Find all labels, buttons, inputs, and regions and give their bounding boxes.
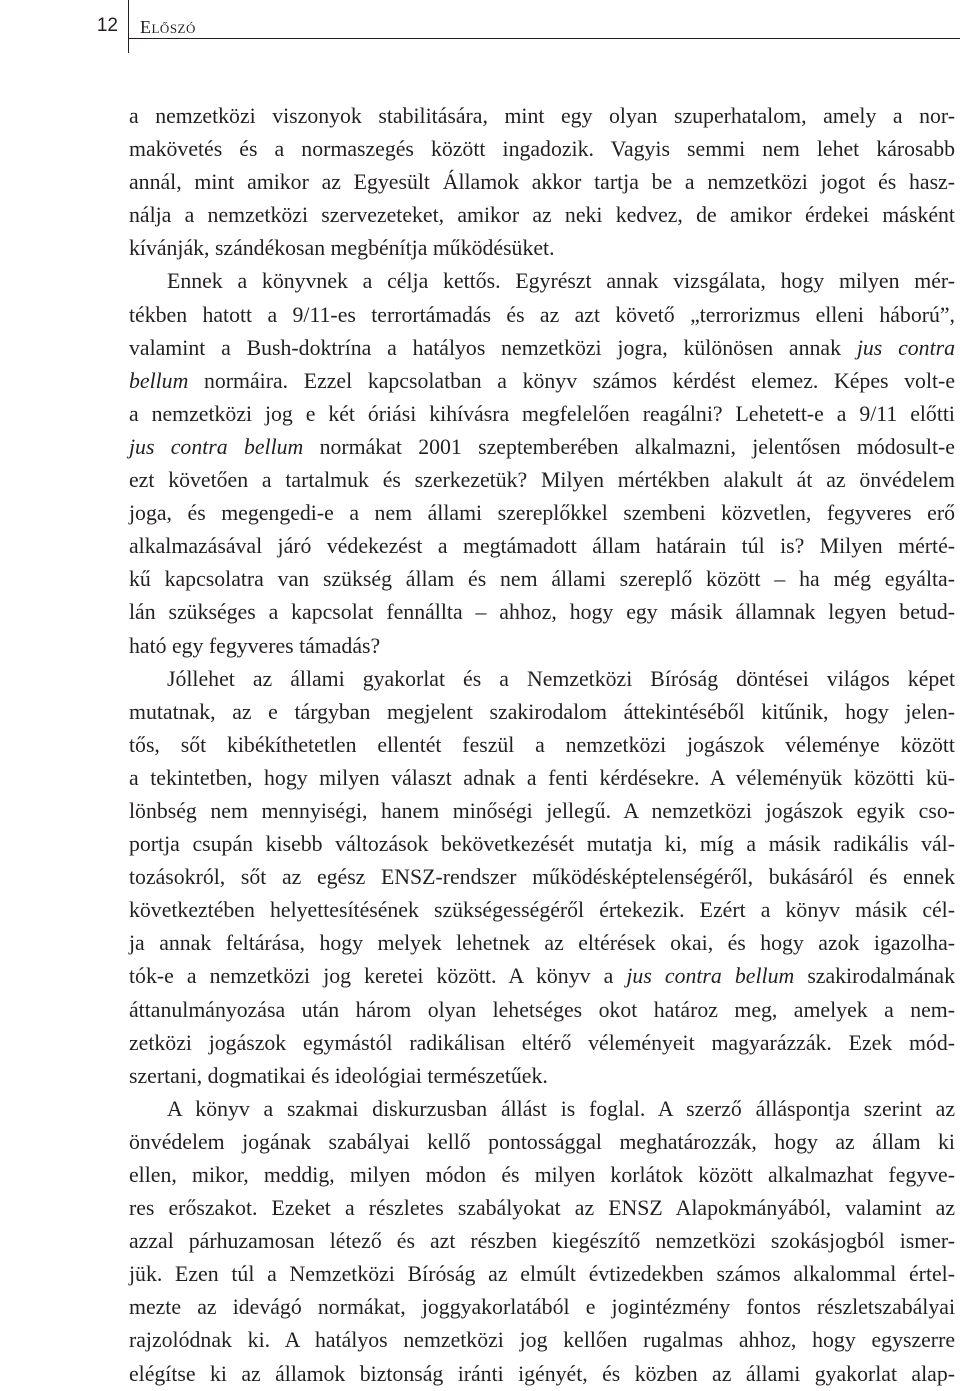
text-segment: tók-e a nemzetközi jog keretei között. A könyv a — [129, 964, 627, 989]
paragraph — [129, 100, 955, 265]
paragraph — [129, 265, 955, 662]
text-line — [129, 927, 955, 960]
text-line — [129, 464, 955, 497]
text-line — [129, 762, 955, 795]
text-line — [129, 232, 955, 265]
text-segment: szertani, dogmatikai és ideológiai természetűek. — [129, 1063, 548, 1088]
text-segment: zetközi jogászok egymástól radikálisan eltérő véleményeit magyarázzák. Ezek mód- — [129, 1030, 955, 1055]
text-line — [129, 828, 955, 861]
text-line — [129, 166, 955, 199]
italic-text: bellum — [129, 368, 189, 393]
text-segment: a nemzetközi viszonyok stabilitására, mint egy olyan szuperhatalom, amely a nor- — [129, 104, 955, 128]
text-line — [129, 1324, 955, 1357]
text-line — [129, 265, 955, 298]
text-segment: szakirodalmának — [794, 964, 955, 989]
text-line — [129, 960, 955, 993]
text-segment: annál, mint amikor az Egyesült Államok akkor tartja be a nemzetközi jogot és hasz- — [129, 170, 955, 195]
text-line — [129, 530, 955, 563]
text-line — [129, 398, 955, 431]
text-line — [129, 729, 955, 762]
text-line — [129, 861, 955, 894]
text-segment: portja csupán kisebb változások bekövetkezését mutatja ki, míg a másik radikális vál- — [129, 832, 955, 857]
italic-text: jus contra bellum — [626, 964, 795, 989]
text-segment: jük. Ezen túl a Nemzetközi Bíróság az elmúlt évtizedekben számos alkalommal értel- — [129, 1262, 955, 1287]
text-segment: rajzolódnak ki. A hatályos nemzetközi jog kellően rugalmas ahhoz, hogy egyszerre — [129, 1328, 955, 1353]
text-line — [129, 133, 955, 166]
text-line — [129, 100, 955, 133]
text-segment: ja annak feltárása, hogy melyek lehetnek az eltérések okai, és hogy azok igazolha- — [129, 931, 955, 956]
text-segment: A könyv a szakmai diskurzusban állást is foglal. A szerző álláspontja szerint az — [167, 1096, 955, 1121]
text-line — [129, 431, 955, 464]
text-segment: elégítse ki az államok biztonság iránti igényét, és közben az állami gyakorlat alap- — [129, 1361, 955, 1386]
text-segment: normákat 2001 szeptemberében alkalmazni, jelentősen módosult-e — [303, 434, 955, 459]
text-line — [129, 630, 955, 663]
text-segment: ellen, mikor, meddig, milyen módon és milyen korlátok között alkalmazhat fegyve- — [129, 1163, 955, 1187]
text-segment: res erőszakot. Ezeket a részletes szabályokat az ENSZ Alapokmányából, valamint az — [129, 1196, 955, 1221]
text-line — [129, 563, 955, 596]
text-segment: Jóllehet az állami gyakorlat és a Nemzetközi Bíróság döntései világos képet — [167, 666, 955, 691]
text-segment: azzal párhuzamosan létező és azt részben kiegészítő nemzetközi szokásjogból ismer- — [129, 1229, 955, 1254]
italic-text: jus contra bellum — [129, 434, 304, 459]
text-line — [129, 1126, 955, 1159]
text-line — [129, 1225, 955, 1258]
text-line — [129, 299, 955, 332]
text-segment: Ennek a könyvnek a célja kettős. Egyrészt annak vizsgálata, hogy milyen mér- — [167, 269, 955, 294]
text-segment: kű kapcsolatra van szükség állam és nem állami szereplő között – ha még egyálta- — [129, 567, 955, 592]
text-segment: ezt követően a tartalmuk és szerkezetük? Milyen mértékben alakult át az önvédelem — [129, 468, 955, 493]
text-line — [129, 1291, 955, 1324]
text-segment: valamint a Bush-doktrína a hatályos nemzetközi jogra, különösen annak — [129, 335, 857, 360]
text-line — [129, 596, 955, 629]
text-line — [129, 1159, 955, 1192]
text-line — [129, 497, 955, 530]
text-segment: következtében helyettesítésének szükségességéről értekezik. Ezért a könyv másik cél- — [129, 898, 955, 923]
text-line — [129, 1060, 955, 1093]
text-segment: mutatnak, az e tárgyban megjelent szakirodalom áttekintéséből kitűnik, hogy jelen- — [129, 699, 955, 724]
page-number: 12 — [96, 15, 118, 36]
text-line — [129, 1027, 955, 1060]
text-segment: joga, és megengedi-e a nem állami szereplőkkel szembeni közvetlen, fegyveres erő — [129, 501, 955, 526]
text-segment: lán szükséges a kapcsolat fennállta – ahhoz, hogy egy másik államnak legyen betud- — [129, 600, 955, 625]
text-segment: normáira. Ezzel kapcsolatban a könyv számos kérdést elemez. Képes volt-e — [188, 368, 955, 393]
text-segment: tékben hatott a 9/11-es terrortámadás és az azt követő „terrorizmus elleni háború”, — [129, 302, 955, 327]
paragraph — [129, 663, 955, 1093]
text-segment: makövetés és a normaszegés között ingadozik. Vagyis semmi nem lehet károsabb — [129, 137, 955, 162]
paragraph — [129, 1093, 955, 1391]
text-segment: mezte az idevágó normákat, joggyakorlatából e jogintézmény fontos részletszabályai — [129, 1295, 955, 1320]
italic-text: jus contra — [856, 335, 956, 360]
header-horizontal-rule — [128, 38, 960, 39]
text-line — [129, 894, 955, 927]
text-line — [129, 1192, 955, 1225]
text-line — [129, 1258, 955, 1291]
text-line — [129, 365, 955, 398]
text-line — [129, 696, 955, 729]
text-line — [129, 1358, 955, 1391]
header-vertical-rule — [128, 0, 129, 53]
text-segment: tős, sőt kibékíthetetlen ellentét feszül a nemzetközi jogászok véleménye között — [129, 732, 955, 757]
text-line — [129, 663, 955, 696]
text-segment: alkalmazásával járó védekezést a megtámadott állam határain túl is? Milyen mérté- — [129, 534, 955, 559]
text-segment: a nemzetközi jog e két óriási kihívásra megfelelően reagálni? Lehetett-e a 9/11 előtti — [129, 401, 955, 426]
chapter-title: Előszó — [140, 17, 196, 37]
text-line — [129, 199, 955, 232]
text-line — [129, 1093, 955, 1126]
text-line — [129, 332, 955, 365]
text-segment: áttanulmányozása után három olyan lehetséges okot határoz meg, amelyek a nem- — [129, 997, 955, 1022]
text-line — [129, 994, 955, 1027]
text-segment: lönbség nem mennyiségi, hanem minőségi jellegű. A nemzetközi jogászok egyik cso- — [129, 798, 955, 823]
body-text — [129, 100, 955, 1391]
text-segment: kívánják, szándékosan megbénítja működésüket. — [129, 236, 555, 261]
text-segment: a tekintetben, hogy milyen választ adnak a fenti kérdésekre. A véleményük közötti kü- — [129, 765, 955, 790]
text-segment: tozásokról, sőt az egész ENSZ-rendszer működésképtelenségéről, bukásáról és ennek — [129, 865, 955, 890]
text-line — [129, 795, 955, 828]
text-segment: nálja a nemzetközi szervezeteket, amikor az neki kedvez, de amikor érdekei másként — [129, 203, 955, 228]
text-segment: önvédelem jogának szabályai kellő pontossággal meghatározzák, hogy az állam ki — [129, 1129, 955, 1154]
text-segment: ható egy fegyveres támadás? — [129, 633, 381, 658]
